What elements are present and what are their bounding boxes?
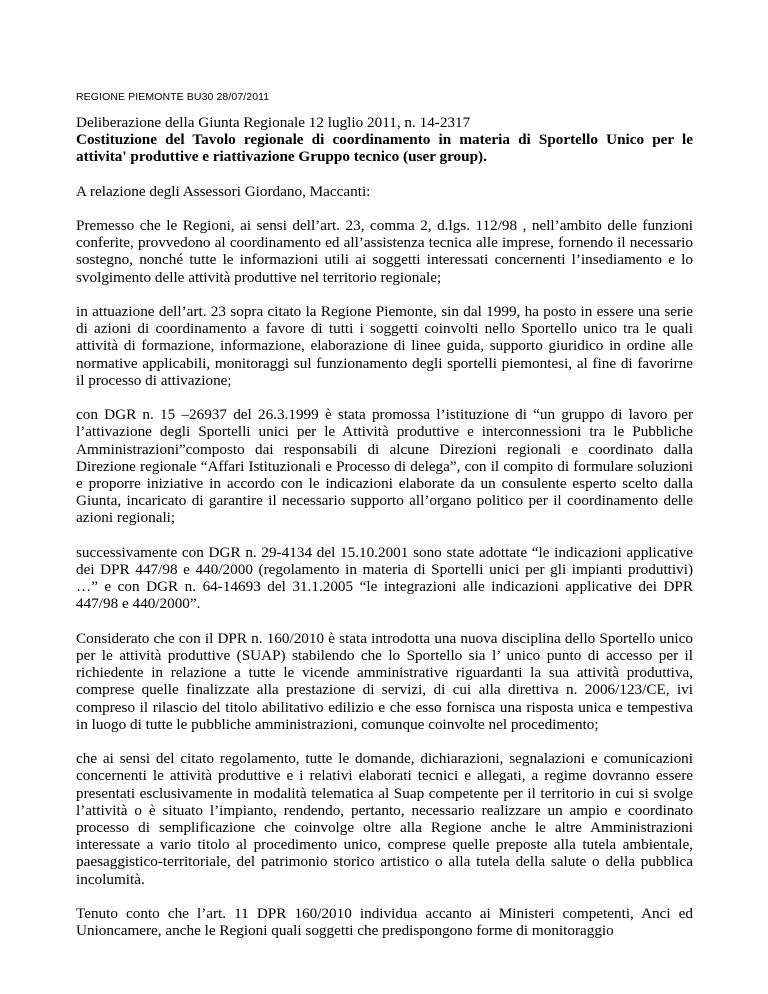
paragraph-regolamento: che ai sensi del citato regolamento, tutte le domande, dichiarazioni, segnalazioni e comunicazioni concernenti le attività produttive e i relativi elaborati tecnici e allegati, a regime dovranno essere presentati esclusivamente in modalità telematica al Suap competente per il territorio in cui si svolge l’attività o è situato l’impianto, rendendo, pertanto, necessario realizzare un ampio e coordinato processo di semplificazione che coinvolge oltre alla Regione anche le altre Amministrazioni interessate a vario titolo al procedimento unico, comprese quelle preposte alla tutela ambientale, paesaggistico-territoriale, del patrimonio storico artistico o alla tutela della salute o della pubblica incolumità. <box>76 750 693 888</box>
document-body <box>76 114 693 939</box>
deliberation-subject: Costituzione del Tavolo regionale di coordinamento in materia di Sportello Unico per le attivita' produttive e riattivazione Gruppo tecnico (user group). <box>76 131 693 166</box>
paragraph-attuazione: in attuazione dell’art. 23 sopra citato la Regione Piemonte, sin dal 1999, ha posto in essere una serie di azioni di coordinamento a favore di tutti i soggetti coinvolti nello Sportello unico tra le quali attività di formazione, informazione, elaborazione di linee guida, supporto giuridico in ordine alle normative applicabili, monitoraggi sul funzionamento degli sportelli piemontesi, al fine di favorirne il processo di attivazione; <box>76 303 693 389</box>
paragraph-premessa: Premesso che le Regioni, ai sensi dell’art. 23, comma 2, d.lgs. 112/98 , nell’ambito delle funzioni conferite, provvedono al coordinamento ed all’assistenza tecnica alle imprese, fornendo il necessario sostegno, nonché tutte le informazioni utili ai soggetti interessati concernenti l’insediamento e lo svolgimento delle attività produttive nel territorio regionale; <box>76 217 693 286</box>
paragraph-intro: A relazione degli Assessori Giordano, Maccanti: <box>76 182 371 200</box>
paragraph-dgr-2001: successivamente con DGR n. 29-4134 del 15.10.2001 sono state adottate “le indicazioni applicative dei DPR 447/98 e 440/2000 (regolamento in materia di Sportelli unici per gli impianti produttivi) …” e con DGR n. 64-14693 del 31.1.2005 “le integrazioni alle indicazioni applicative dei DPR 447/98 e 440/2000”. <box>76 543 693 613</box>
deliberation-title: Deliberazione della Giunta Regionale 12 luglio 2011, n. 14-2317 <box>76 114 471 131</box>
paragraph-dgr-1999: con DGR n. 15 –26937 del 26.3.1999 è stata promossa l’istituzione di “un gruppo di lavoro per l’attivazione degli Sportelli unici per le Attività produttive e interconnessioni tra le Pubbliche Amministrazioni”composto dai responsabili di alcune Direzioni regionali e coordinato dalla Direzione regionale “Affari Istituzionali e Processo di delega”, con il compito di formulare soluzioni e proporre iniziative in accordo con le indicazioni elaborate da un consulente esperto scelto dalla Giunta, incaricato di garantire il necessario supporto all’organo politico per il coordinamento delle azioni regionali; <box>76 406 693 527</box>
paragraph-considerato: Considerato che con il DPR n. 160/2010 è stata introdotta una nuova disciplina dello Sportello unico per le attività produttive (SUAP) stabilendo che lo Sportello sia l’ unico punto di accesso per il richiedente in relazione a tutte le vicende amministrative riguardanti la sua attività produttiva, comprese quelle finalizzate alla prestazione di servizi, di cui alla direttiva n. 2006/123/CE, ivi compreso il rilascio del titolo abilitativo edilizio e che esso fornisca una risposta unica e tempestiva in luogo di tutte le pubbliche amministrazioni, comunque coinvolte nel procedimento; <box>76 629 693 733</box>
bulletin-header: REGIONE PIEMONTE BU30 28/07/2011 <box>76 91 270 103</box>
paragraph-tenuto-conto: Tenuto conto che l’art. 11 DPR 160/2010 individua accanto ai Ministeri competenti, Anci ed Unioncamere, anche le Regioni quali soggetti che predispongono forme di monitoraggio <box>76 905 693 940</box>
